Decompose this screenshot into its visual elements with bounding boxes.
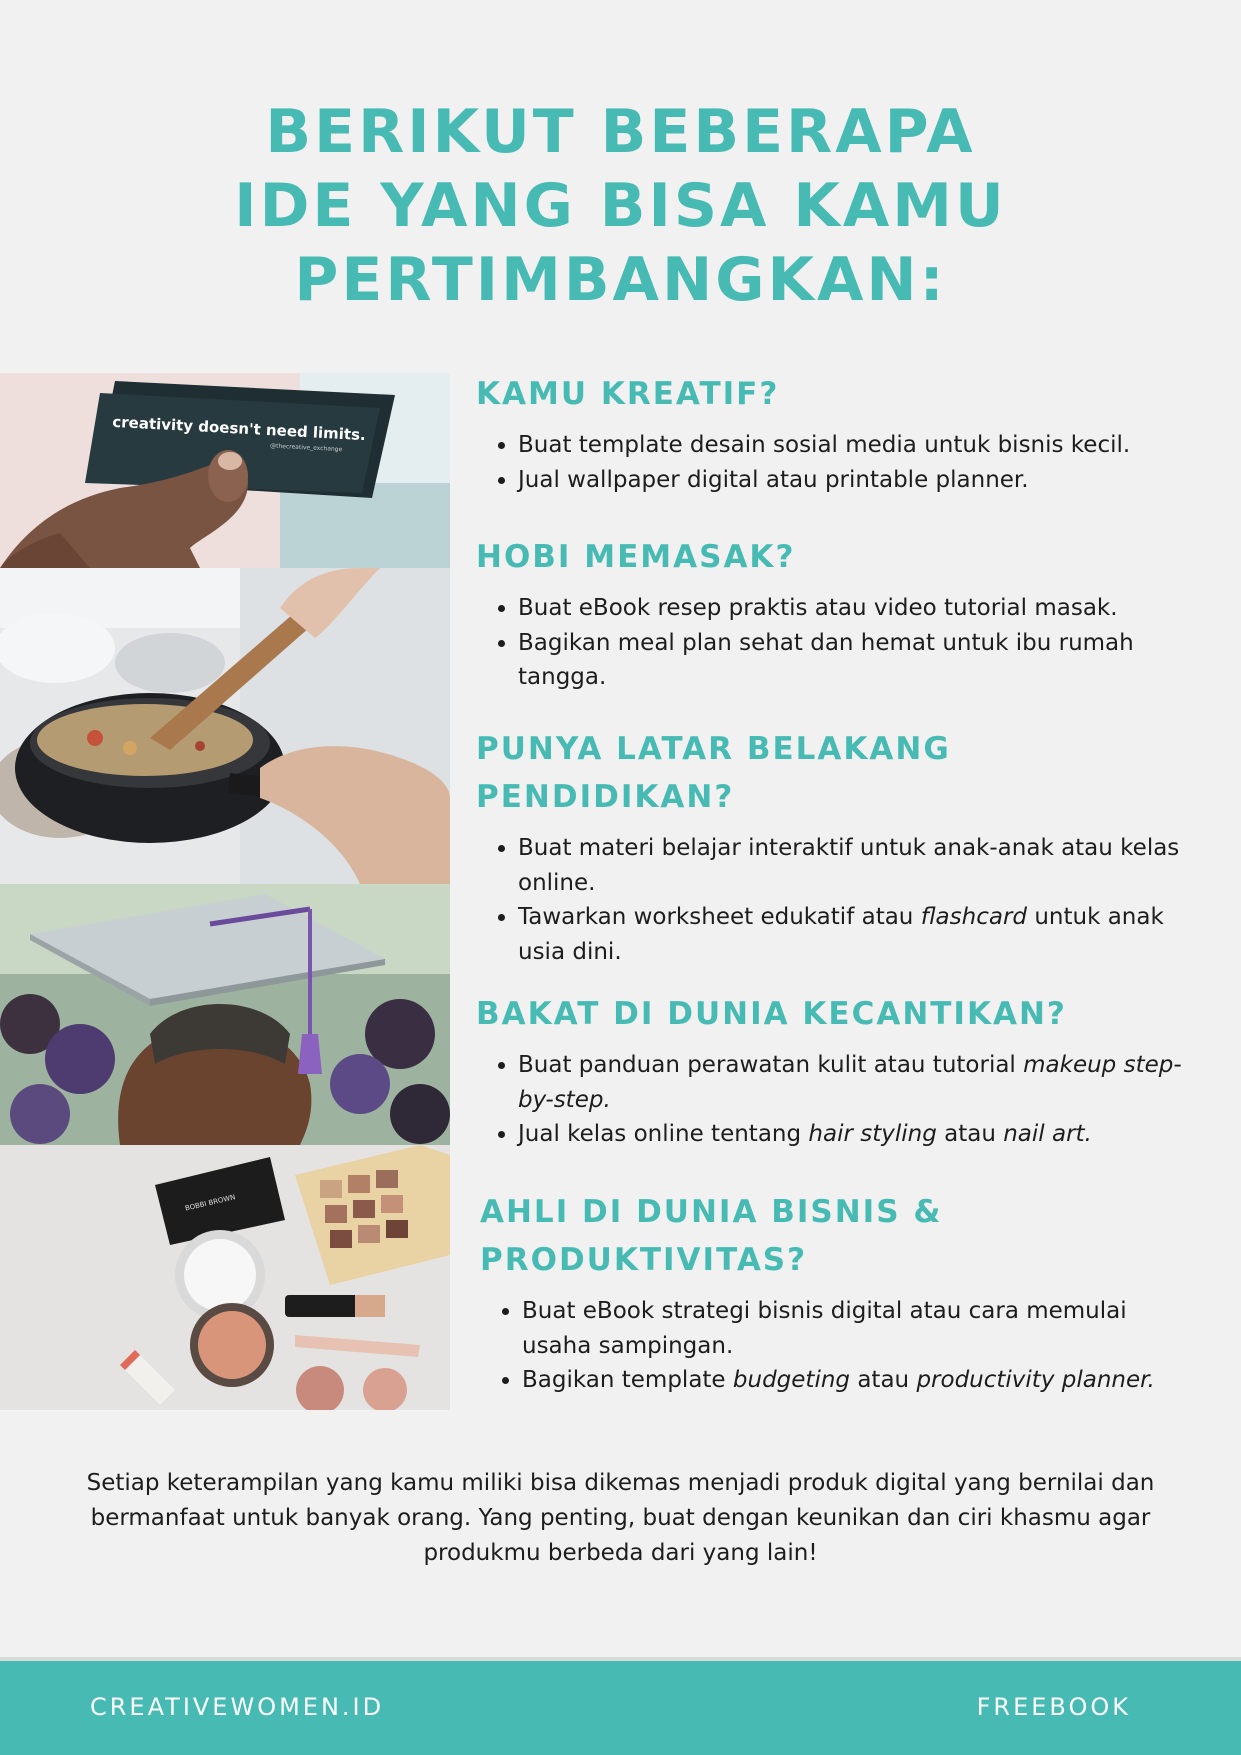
list-item: • Jual kelas online tentang hair styling atau nail art. [518,1117,1196,1152]
section-heading: HOBI MEMASAK? [476,539,796,575]
list-item: • Bagikan template budgeting atau productivity planner. [522,1363,1200,1398]
list-item: • Buat materi belajar interaktif untuk anak-anak atau kelas online. [518,831,1196,900]
list-item: • Buat eBook resep praktis atau video tutorial masak. [518,591,1196,626]
graduation-image [0,884,450,1145]
list-item: • Buat eBook strategi bisnis digital atau cara memulai usaha sampingan. [522,1294,1200,1363]
makeup-brand-text: BOBBI BROWN [184,1193,237,1213]
list-item: • Bagikan meal plan sehat dan hemat untuk ibu rumah tangga. [518,626,1196,695]
makeup-image [0,1145,450,1410]
page-title [0,95,1241,317]
list-item: • Buat panduan perawatan kulit atau tutorial makeup step-by-step. [518,1048,1196,1117]
section-hobi-memasak [476,533,1196,695]
creativity-card-image [0,373,450,568]
list-item: • Jual wallpaper digital atau printable planner. [518,463,1196,498]
closing-paragraph: Setiap keterampilan yang kamu miliki bisa dikemas menjadi produk digital yang bernilai dan bermanfaat untuk banyak orang. Yang penting, buat dengan keunikan dan ciri khasmu agar produkmu berbeda dari yang lain! [86,1470,1155,1566]
footer-bar [0,1661,1241,1755]
cooking-image [0,568,450,884]
section-kamu-kreatif [476,370,1196,497]
title-line-2: IDE YANG BISA KAMU [234,171,1007,241]
bullet-list [476,1048,1196,1152]
section-heading: PUNYA LATAR BELAKANG PENDIDIKAN? [476,731,951,815]
photo-makeup [0,1145,450,1410]
bullet-list [476,831,1196,969]
card-subtext: @thecreative_exchange [269,442,343,454]
title-line-1: BERIKUT BEBERAPA [265,97,976,167]
list-item: • Buat template desain sosial media untuk bisnis kecil. [518,428,1196,463]
section-heading: AHLI DI DUNIA BISNIS & PRODUKTIVITAS? [480,1194,943,1278]
list-item: • Tawarkan worksheet edukatif atau flashcard untuk anak usia dini. [518,900,1196,969]
photo-graduation [0,884,450,1145]
section-heading: BAKAT DI DUNIA KECANTIKAN? [476,996,1067,1032]
bullet-list [480,1294,1200,1398]
card-text: creativity doesn't need limits. [111,412,367,445]
photo-creativity-card [0,373,450,568]
section-heading: KAMU KREATIF? [476,376,780,412]
title-line-3: PERTIMBANGKAN: [294,245,947,315]
section-latar-pendidikan [476,725,1196,969]
section-bisnis-produktivitas [480,1188,1200,1398]
bullet-list [476,591,1196,695]
section-bakat-kecantikan [476,990,1196,1152]
footer-label: FREEBOOK [976,1693,1131,1721]
footer-website: CREATIVEWOMEN.ID [90,1693,385,1721]
bullet-list [476,428,1196,497]
photo-cooking [0,568,450,884]
